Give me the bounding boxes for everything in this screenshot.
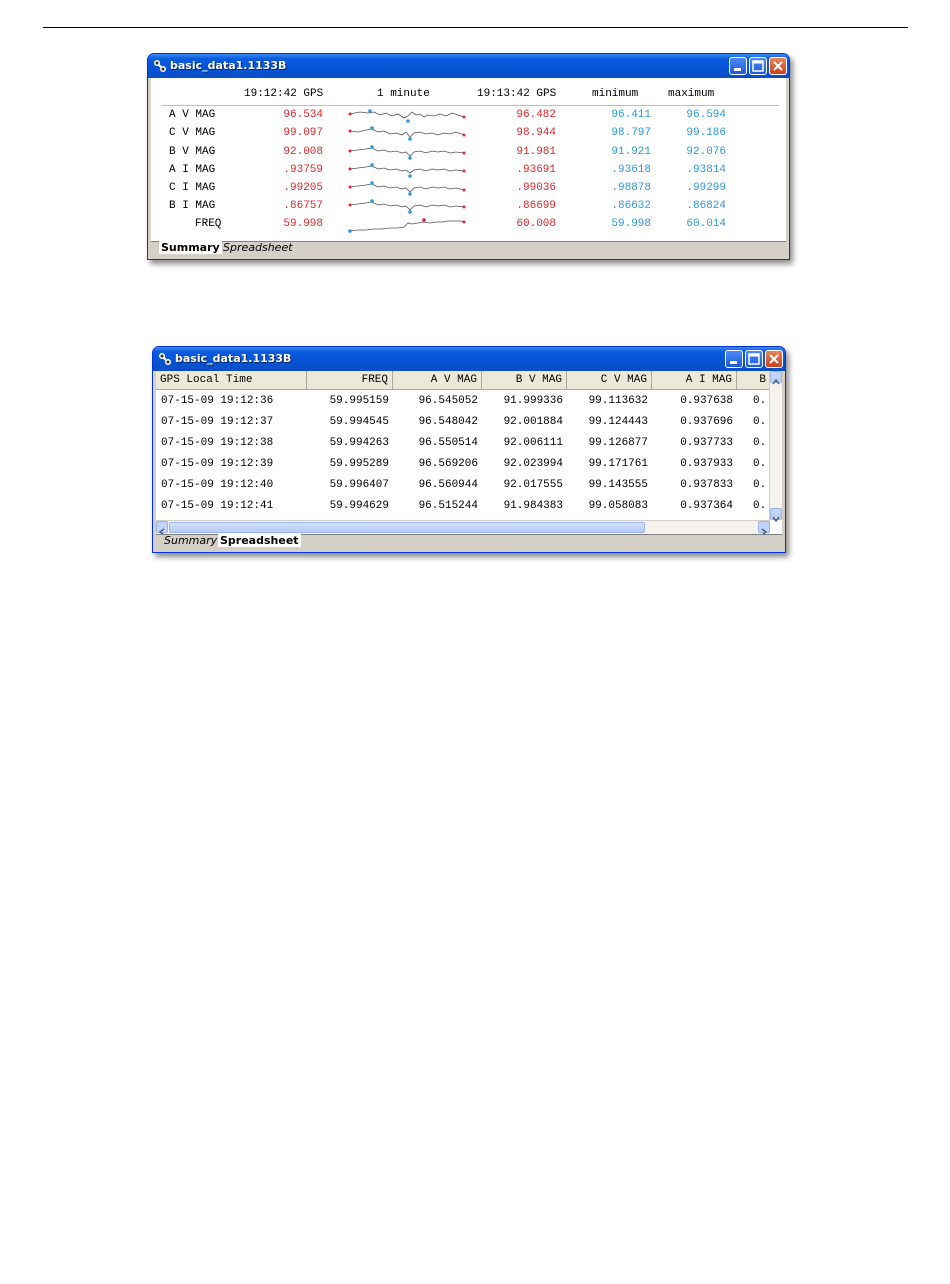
app-icon[interactable]: [157, 351, 173, 367]
table-row[interactable]: [156, 496, 770, 517]
end-value: .99036: [516, 182, 556, 194]
max-value: 60.014: [686, 218, 726, 230]
row-label: B V MAG: [169, 146, 216, 158]
cell-freq: 59.994545: [329, 416, 389, 428]
cell-a-i-mag: 0.937696: [680, 416, 733, 428]
start-value: 99.097: [283, 127, 323, 139]
min-value: .98878: [611, 182, 651, 194]
column-header-b[interactable]: B: [737, 371, 770, 390]
min-value: 91.921: [611, 146, 651, 158]
cell-c-v-mag: 99.171761: [588, 458, 648, 470]
column-header-a-i-mag[interactable]: A I MAG: [652, 371, 737, 390]
header-start-time: 19:12:42 GPS: [244, 88, 324, 100]
max-value: 92.076: [686, 146, 726, 158]
start-value: 59.998: [283, 218, 323, 230]
cell-freq: 59.994263: [329, 437, 389, 449]
start-value: .86757: [283, 200, 323, 212]
min-value: 98.797: [611, 127, 651, 139]
column-header-c-v-mag[interactable]: C V MAG: [567, 371, 652, 390]
sparkline: [348, 161, 470, 181]
sparkline: [348, 124, 470, 144]
cell-a-i-mag: 0.937733: [680, 437, 733, 449]
header-divider: [161, 105, 779, 106]
summary-window: [147, 53, 790, 260]
row-label: B I MAG: [169, 200, 216, 212]
cell-a-i-mag: 0.937364: [680, 500, 733, 512]
cell-b-v-mag: 92.023994: [503, 458, 563, 470]
start-value: 96.534: [283, 109, 323, 121]
sparkline: [348, 106, 470, 126]
max-value: .86824: [686, 200, 726, 212]
table-row[interactable]: [156, 391, 770, 412]
end-value: 98.944: [516, 127, 556, 139]
cell-freq: 59.995289: [329, 458, 389, 470]
row-label: C V MAG: [169, 127, 216, 139]
tab-spreadsheet[interactable]: Spreadsheet: [223, 241, 293, 254]
cell-b-v-mag: 92.017555: [503, 479, 563, 491]
cell-c-v-mag: 99.124443: [588, 416, 648, 428]
cell-c-v-mag: 99.143555: [588, 479, 648, 491]
sparkline: [348, 214, 470, 236]
horizontal-scrollbar[interactable]: [156, 520, 770, 534]
cell-b: 0.: [753, 479, 767, 491]
cell-a-v-mag: 96.560944: [418, 479, 478, 491]
cell-b-v-mag: 92.006111: [503, 437, 563, 449]
cell-time: 07-15-09 19:12:39: [161, 458, 274, 470]
cell-a-i-mag: 0.937933: [680, 458, 733, 470]
cell-b: 0.: [753, 416, 767, 428]
end-value: 96.482: [516, 109, 556, 121]
cell-freq: 59.995159: [329, 395, 389, 407]
cell-time: 07-15-09 19:12:36: [161, 395, 274, 407]
column-header-freq[interactable]: FREQ: [307, 371, 393, 390]
cell-b-v-mag: 91.999336: [503, 395, 563, 407]
table-row[interactable]: [156, 454, 770, 475]
tab-spreadsheet[interactable]: Spreadsheet: [220, 534, 299, 547]
column-header-gps-time[interactable]: GPS Local Time: [156, 371, 307, 390]
minimize-button[interactable]: [725, 350, 743, 368]
cell-b-v-mag: 91.984383: [503, 500, 563, 512]
end-value: .93691: [516, 164, 556, 176]
app-icon[interactable]: [152, 58, 168, 74]
cell-a-v-mag: 96.569206: [418, 458, 478, 470]
row-label: A V MAG: [169, 109, 216, 121]
spreadsheet-window: [152, 346, 786, 553]
header-span: 1 minute: [377, 88, 430, 100]
maximize-icon: [750, 58, 766, 74]
window-title: basic_data1.1133B: [170, 59, 287, 72]
cell-a-v-mag: 96.548042: [418, 416, 478, 428]
close-button[interactable]: [769, 57, 787, 75]
tab-summary[interactable]: Summary: [164, 534, 218, 547]
maximize-icon: [746, 351, 762, 367]
summary-panel: [151, 78, 786, 256]
end-value: 91.981: [516, 146, 556, 158]
table-row[interactable]: [156, 433, 770, 454]
spreadsheet-panel: [156, 371, 782, 549]
cell-time: 07-15-09 19:12:37: [161, 416, 274, 428]
row-label: C I MAG: [169, 182, 216, 194]
start-value: .99205: [283, 182, 323, 194]
cell-freq: 59.994629: [329, 500, 389, 512]
title-bar[interactable]: [148, 54, 789, 78]
close-icon: [766, 351, 782, 367]
close-icon: [770, 58, 786, 74]
table-row[interactable]: [156, 412, 770, 433]
maximize-button[interactable]: [745, 350, 763, 368]
min-value: 96.411: [611, 109, 651, 121]
tab-strip: [156, 534, 782, 549]
cell-a-v-mag: 96.550514: [418, 437, 478, 449]
cell-b: 0.: [753, 437, 767, 449]
max-value: .93814: [686, 164, 726, 176]
max-value: .99299: [686, 182, 726, 194]
horizontal-scroll-thumb[interactable]: [169, 522, 645, 533]
minimize-button[interactable]: [729, 57, 747, 75]
cell-a-i-mag: 0.937833: [680, 479, 733, 491]
end-value: 60.008: [516, 218, 556, 230]
maximize-button[interactable]: [749, 57, 767, 75]
cell-a-v-mag: 96.515244: [418, 500, 478, 512]
cell-c-v-mag: 99.058083: [588, 500, 648, 512]
cell-b: 0.: [753, 500, 767, 512]
column-header-b-v-mag[interactable]: B V MAG: [482, 371, 567, 390]
row-label: A I MAG: [169, 164, 216, 176]
cell-time: 07-15-09 19:12:38: [161, 437, 274, 449]
vertical-scrollbar[interactable]: [769, 371, 782, 520]
cell-a-i-mag: 0.937638: [680, 395, 733, 407]
sparkline: [348, 179, 470, 199]
minimize-icon: [730, 58, 746, 74]
min-value: .93618: [611, 164, 651, 176]
cell-time: 07-15-09 19:12:40: [161, 479, 274, 491]
table-row[interactable]: [156, 475, 770, 496]
minimize-icon: [726, 351, 742, 367]
scroll-up-icon[interactable]: [770, 371, 782, 383]
sparkline: [348, 143, 470, 163]
row-label: FREQ: [195, 218, 222, 230]
cell-c-v-mag: 99.113632: [588, 395, 648, 407]
start-value: .93759: [283, 164, 323, 176]
cell-b: 0.: [753, 395, 767, 407]
header-minimum: minimum: [592, 88, 639, 100]
cell-b-v-mag: 92.001884: [503, 416, 563, 428]
min-value: .86632: [611, 200, 651, 212]
close-button[interactable]: [765, 350, 783, 368]
scroll-down-icon[interactable]: [770, 508, 782, 520]
cell-freq: 59.996407: [329, 479, 389, 491]
tab-strip: [151, 241, 786, 256]
scroll-left-icon[interactable]: [156, 521, 168, 533]
column-header-a-v-mag[interactable]: A V MAG: [393, 371, 482, 390]
cell-time: 07-15-09 19:12:41: [161, 500, 274, 512]
scroll-right-icon[interactable]: [758, 521, 770, 533]
window-title: basic_data1.1133B: [175, 352, 292, 365]
tab-summary[interactable]: Summary: [161, 241, 220, 254]
cell-b: 0.: [753, 458, 767, 470]
max-value: 99.186: [686, 127, 726, 139]
min-value: 59.998: [611, 218, 651, 230]
end-value: .86699: [516, 200, 556, 212]
title-bar[interactable]: [153, 347, 785, 371]
max-value: 96.594: [686, 109, 726, 121]
cell-c-v-mag: 99.126877: [588, 437, 648, 449]
start-value: 92.008: [283, 146, 323, 158]
cell-a-v-mag: 96.545052: [418, 395, 478, 407]
header-maximum: maximum: [668, 88, 715, 100]
header-end-time: 19:13:42 GPS: [477, 88, 557, 100]
page-top-rule: [43, 27, 908, 28]
